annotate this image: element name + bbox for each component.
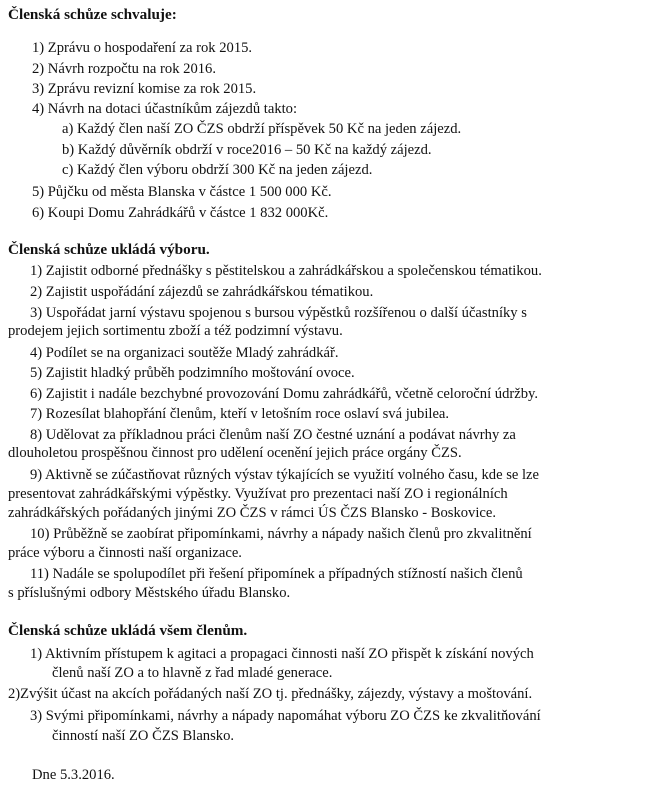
board-task-line: presentovat zahrádkářskými výpěstky. Využívat pro prezentaci naší ZO i regionálních xyxy=(8,486,508,502)
board-task-line: práce výboru a činnosti naší organizace. xyxy=(8,545,242,561)
section-heading-member-tasks: Členská schůze ukládá všem členům. xyxy=(8,622,248,639)
approve-item-6: 6) Koupi Domu Zahrádkářů v částce 1 832 000Kč. xyxy=(32,205,329,221)
board-task-line: zahrádkářských pořádaných jinými ZO ČZS v rámci ÚS ČZS Blansko - Boskovice. xyxy=(8,505,496,521)
approve-item-2: 2) Návrh rozpočtu na rok 2016. xyxy=(32,61,216,77)
board-task-line: 8) Udělovat za příkladnou práci členům naší ZO čestné uznání a podávat návrhy za xyxy=(30,427,516,443)
approve-item-3: 3) Zprávu revizní komise za rok 2015. xyxy=(32,81,257,97)
approve-item-4c: c) Každý člen výboru obdrží 300 Kč na jeden zájezd. xyxy=(62,162,373,178)
member-task-line: činností naší ZO ČZS Blansko. xyxy=(52,728,235,744)
board-task-line: 6) Zajistit i nadále bezchybné provozování Domu zahrádkářů, včetně celoroční údržby. xyxy=(30,386,539,402)
member-task-line: 2)Zvýšit účast na akcích pořádaných naší ZO tj. přednášky, zájezdy, výstavy a moštování. xyxy=(8,686,533,702)
approve-item-5: 5) Půjčku od města Blanska v částce 1 500 000 Kč. xyxy=(32,184,332,200)
board-task-line: 4) Podílet se na organizaci soutěže Mladý zahrádkář. xyxy=(30,345,339,361)
board-task-line: s příslušnými odbory Městského úřadu Blansko. xyxy=(8,585,291,601)
board-task-line: 5) Zajistit hladký průběh podzimního moštování ovoce. xyxy=(30,365,355,381)
member-task-line: členů naší ZO a to hlavně z řad mladé generace. xyxy=(52,665,333,681)
section-heading-approves: Členská schůze schvaluje: xyxy=(8,6,177,23)
board-task-line: 7) Rozesílat blahopřání členům, kteří v letošním roce oslaví svá jubilea. xyxy=(30,406,450,422)
member-task-line: 3) Svými připomínkami, návrhy a nápady napomáhat výboru ZO ČZS ke zkvalitňování xyxy=(30,708,541,724)
board-task-line: 10) Průběžně se zaobírat připomínkami, návrhy a nápady našich členů pro zkvalitnění xyxy=(30,526,532,542)
approve-item-4a: a) Každý člen naší ZO ČZS obdrží příspěvek 50 Kč na jeden zájezd. xyxy=(62,121,462,137)
section-heading-board-tasks: Členská schůze ukládá výboru. xyxy=(8,241,210,258)
approve-item-4: 4) Návrh na dotaci účastníkům zájezdů takto: xyxy=(32,101,298,117)
approve-item-4b: b) Každý důvěrník obdrží v roce2016 – 50 Kč na každý zájezd. xyxy=(62,142,432,158)
board-task-line: 9) Aktivně se zúčastňovat různých výstav týkajících se využití volného času, kde se lze xyxy=(30,467,540,483)
board-task-line: 3) Uspořádat jarní výstavu spojenou s bursou výpěstků rozšířenou o další účastníky s xyxy=(30,305,527,321)
board-task-line: 1) Zajistit odborné přednášky s pěstitelskou a zahrádkářskou a společenskou tématikou. xyxy=(30,263,542,279)
approve-item-1: 1) Zprávu o hospodaření za rok 2015. xyxy=(32,40,253,56)
board-task-line: dlouholetou prospěšnou činnost pro udělení ocenění jejich práce orgány ČZS. xyxy=(8,445,462,461)
member-task-line: 1) Aktivním přístupem k agitaci a propagaci činnosti naší ZO přispět k získání nových xyxy=(30,646,534,662)
document-date: Dne 5.3.2016. xyxy=(32,767,115,783)
board-task-line: 11) Nadále se spolupodílet při řešení připomínek a případných stížností našich členů xyxy=(30,566,523,582)
board-task-line: 2) Zajistit uspořádání zájezdů se zahrádkářskou tématikou. xyxy=(30,284,374,300)
board-task-line: prodejem jejich sortimentu zboží a též podzimní výstavu. xyxy=(8,323,343,339)
